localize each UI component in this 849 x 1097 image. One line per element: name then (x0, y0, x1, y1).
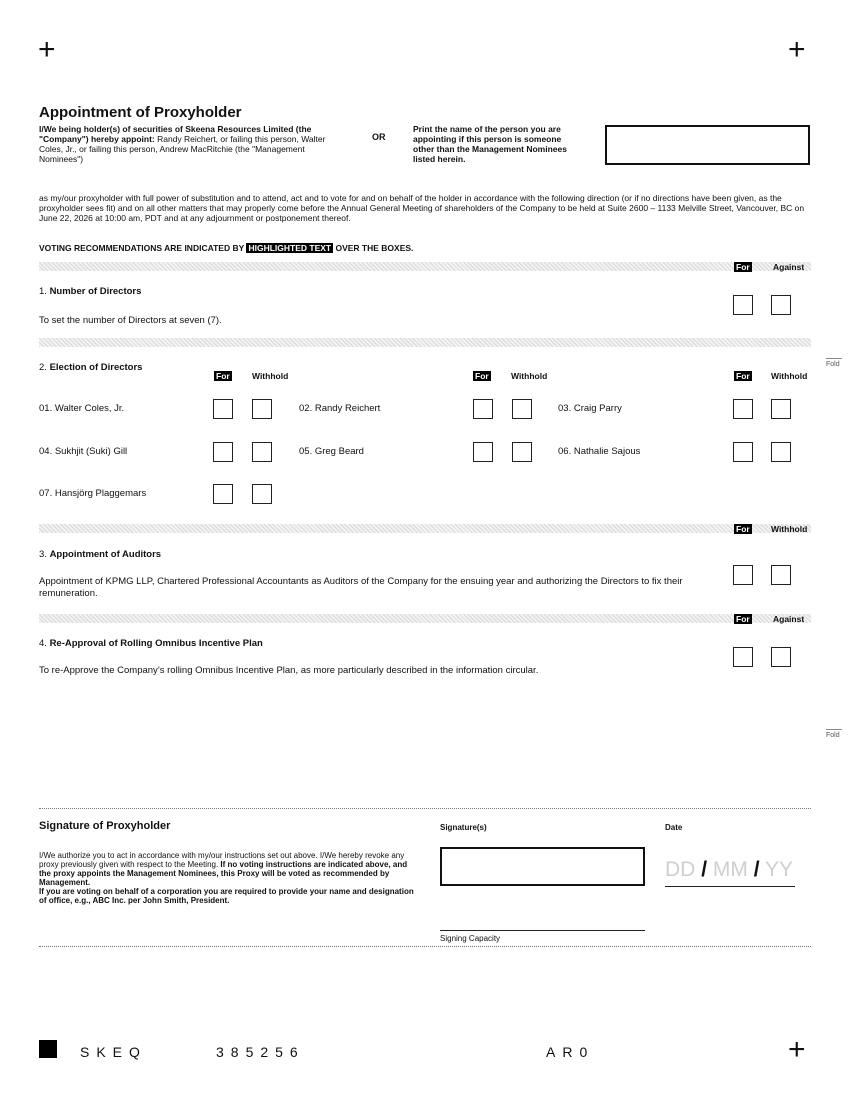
footer-code-number: 385256 (216, 1044, 305, 1060)
signature-title: Signature of Proxyholder (39, 820, 171, 832)
section-divider-2 (39, 338, 811, 347)
director-02-withhold-checkbox[interactable] (512, 399, 532, 419)
director-07: 07. Hansjörg Plaggemars (39, 488, 147, 499)
r1-title: 1. Number of Directors (39, 286, 142, 297)
director-01-withhold-checkbox[interactable] (252, 399, 272, 419)
r2-title: 2. Election of Directors (39, 362, 143, 373)
registration-mark-top-right: + (788, 33, 806, 66)
r3-description: Appointment of KPMG LLP, Chartered Professional Accountants as Auditors of the Company for the ensuing year and authorizing the Directors to fix their remuneration. (39, 576, 683, 599)
director-03: 03. Craig Parry (558, 403, 622, 414)
section-divider-1 (39, 262, 811, 271)
signatures-label: Signature(s) (440, 823, 487, 832)
fold-mark-2: Fold (826, 729, 842, 739)
signature-text-corporation: If you are voting on behalf of a corporation you are required to provide your name and designation of office, e.g., ABC Inc. per John Smith, President. (39, 887, 414, 905)
r3-withhold-header: Withhold (771, 524, 808, 534)
r1-for-header: For (736, 262, 750, 272)
director-04-withhold-checkbox[interactable] (252, 442, 272, 462)
director-02-for-checkbox[interactable] (473, 399, 493, 419)
director-04: 04. Sukhjit (Suki) Gill (39, 446, 128, 457)
appointment-title: Appointment of Proxyholder (39, 104, 242, 121)
fold-mark-1: Fold (826, 358, 842, 368)
director-01-for-checkbox[interactable] (213, 399, 233, 419)
voting-note-after: OVER THE BOXES. (333, 243, 414, 253)
date-field[interactable] (665, 858, 793, 882)
date-dd-placeholder: DD (665, 858, 696, 881)
r1-description: To set the number of Directors at seven (7). (39, 315, 222, 326)
signing-capacity-label: Signing Capacity (440, 934, 501, 943)
r4-against-header: Against (773, 614, 805, 624)
r2-col2-withhold-header: Withhold (511, 371, 548, 381)
director-06-for-checkbox[interactable] (733, 442, 753, 462)
date-label: Date (665, 823, 683, 832)
signature-bottom-divider (39, 946, 811, 947)
footer-code-ar0: AR0 (546, 1044, 595, 1060)
date-mm-placeholder: MM (712, 858, 748, 881)
signature-authorization-text (39, 851, 417, 905)
date-yy-placeholder: YY (765, 858, 794, 881)
or-label: OR (372, 132, 386, 142)
r2-col3-withhold-header: Withhold (771, 371, 808, 381)
footer-code-skeq: SKEQ (80, 1044, 147, 1060)
r2-col3-for-header: For (736, 371, 750, 381)
highlighted-text-sample: HIGHLIGHTED TEXT (248, 243, 332, 253)
director-04-for-checkbox[interactable] (213, 442, 233, 462)
section-divider-4 (39, 614, 811, 623)
voting-note-before: VOTING RECOMMENDATIONS ARE INDICATED BY (39, 243, 247, 253)
appointment-intro-rest: Randy Reichert, or failing this person, Walter Coles, Jr., or failing this person, Andrew MacRitchie (the "Management Nominees") (39, 134, 326, 164)
r3-for-header: For (736, 524, 750, 534)
r2-col1-withhold-header: Withhold (252, 371, 289, 381)
r3-title: 3. Appointment of Auditors (39, 549, 162, 560)
director-03-withhold-checkbox[interactable] (771, 399, 791, 419)
date-separator-2: / (753, 858, 760, 881)
r4-against-checkbox[interactable] (771, 647, 791, 667)
date-underline (665, 886, 795, 887)
signature-text-1: I/We authorize you to act in accordance with my/our instructions set out above. I/We hereby revoke any proxy previously given with respect to the Meeting. (39, 851, 405, 869)
appointment-body-text: as my/our proxyholder with full power of substitution and to attend, act and to vote for and on behalf of the holder in accordance with the following direction (or if no directions have been given, as the proxyholder sees fit) and on all other matters that may properly come before the Annual General Meeting of shareholders of the Company to be held at Suite 2600 – 1133 Melville Street, Vancouver, BC on June 22, 2026 at 10:00 am, PDT and at any adjournment or postponement thereof. (39, 193, 805, 223)
r1-against-checkbox[interactable] (771, 295, 791, 315)
director-05-for-checkbox[interactable] (473, 442, 493, 462)
registration-mark-top-left: + (38, 33, 56, 66)
director-02: 02. Randy Reichert (299, 403, 381, 414)
director-03-for-checkbox[interactable] (733, 399, 753, 419)
r4-for-header: For (736, 614, 750, 624)
proxyholder-name-field[interactable] (605, 125, 810, 165)
date-separator-1: / (701, 858, 708, 881)
signature-text-bold: If no voting instructions are indicated above, and the proxy appoints the Management Nominees, this Proxy will be voted as recommended by Management. (39, 860, 408, 887)
r1-against-header: Against (773, 262, 805, 272)
registration-mark-bottom-right: + (788, 1033, 806, 1066)
section-divider-3 (39, 524, 811, 533)
voting-recommendations-note (39, 243, 413, 253)
director-01: 01. Walter Coles, Jr. (39, 403, 125, 414)
director-07-withhold-checkbox[interactable] (252, 484, 272, 504)
r3-for-checkbox[interactable] (733, 565, 753, 585)
r4-for-checkbox[interactable] (733, 647, 753, 667)
r3-withhold-checkbox[interactable] (771, 565, 791, 585)
director-05-withhold-checkbox[interactable] (512, 442, 532, 462)
r2-col2-for-header: For (475, 371, 489, 381)
director-05: 05. Greg Beard (299, 446, 364, 457)
r4-description: To re-Approve the Company’s rolling Omnibus Incentive Plan, as more particularly described in the information circular. (39, 665, 539, 676)
r4-title: 4. Re-Approval of Rolling Omnibus Incentive Plan (39, 638, 263, 649)
appointment-intro-bold: I/We being holder(s) of securities of Skeena Resources Limited (the "Company") hereby appoint: (39, 124, 312, 144)
r1-for-checkbox[interactable] (733, 295, 753, 315)
footer-black-square (39, 1040, 57, 1058)
appointment-intro (39, 124, 339, 164)
director-06: 06. Nathalie Sajous (558, 446, 641, 457)
director-07-for-checkbox[interactable] (213, 484, 233, 504)
print-name-instruction: Print the name of the person you are appointing if this person is someone other than the Management Nominees listed herein. (413, 124, 567, 164)
signature-field[interactable] (440, 847, 645, 886)
signing-capacity-line[interactable] (440, 930, 645, 931)
director-06-withhold-checkbox[interactable] (771, 442, 791, 462)
r2-col1-for-header: For (216, 371, 230, 381)
signature-top-divider (39, 808, 811, 809)
